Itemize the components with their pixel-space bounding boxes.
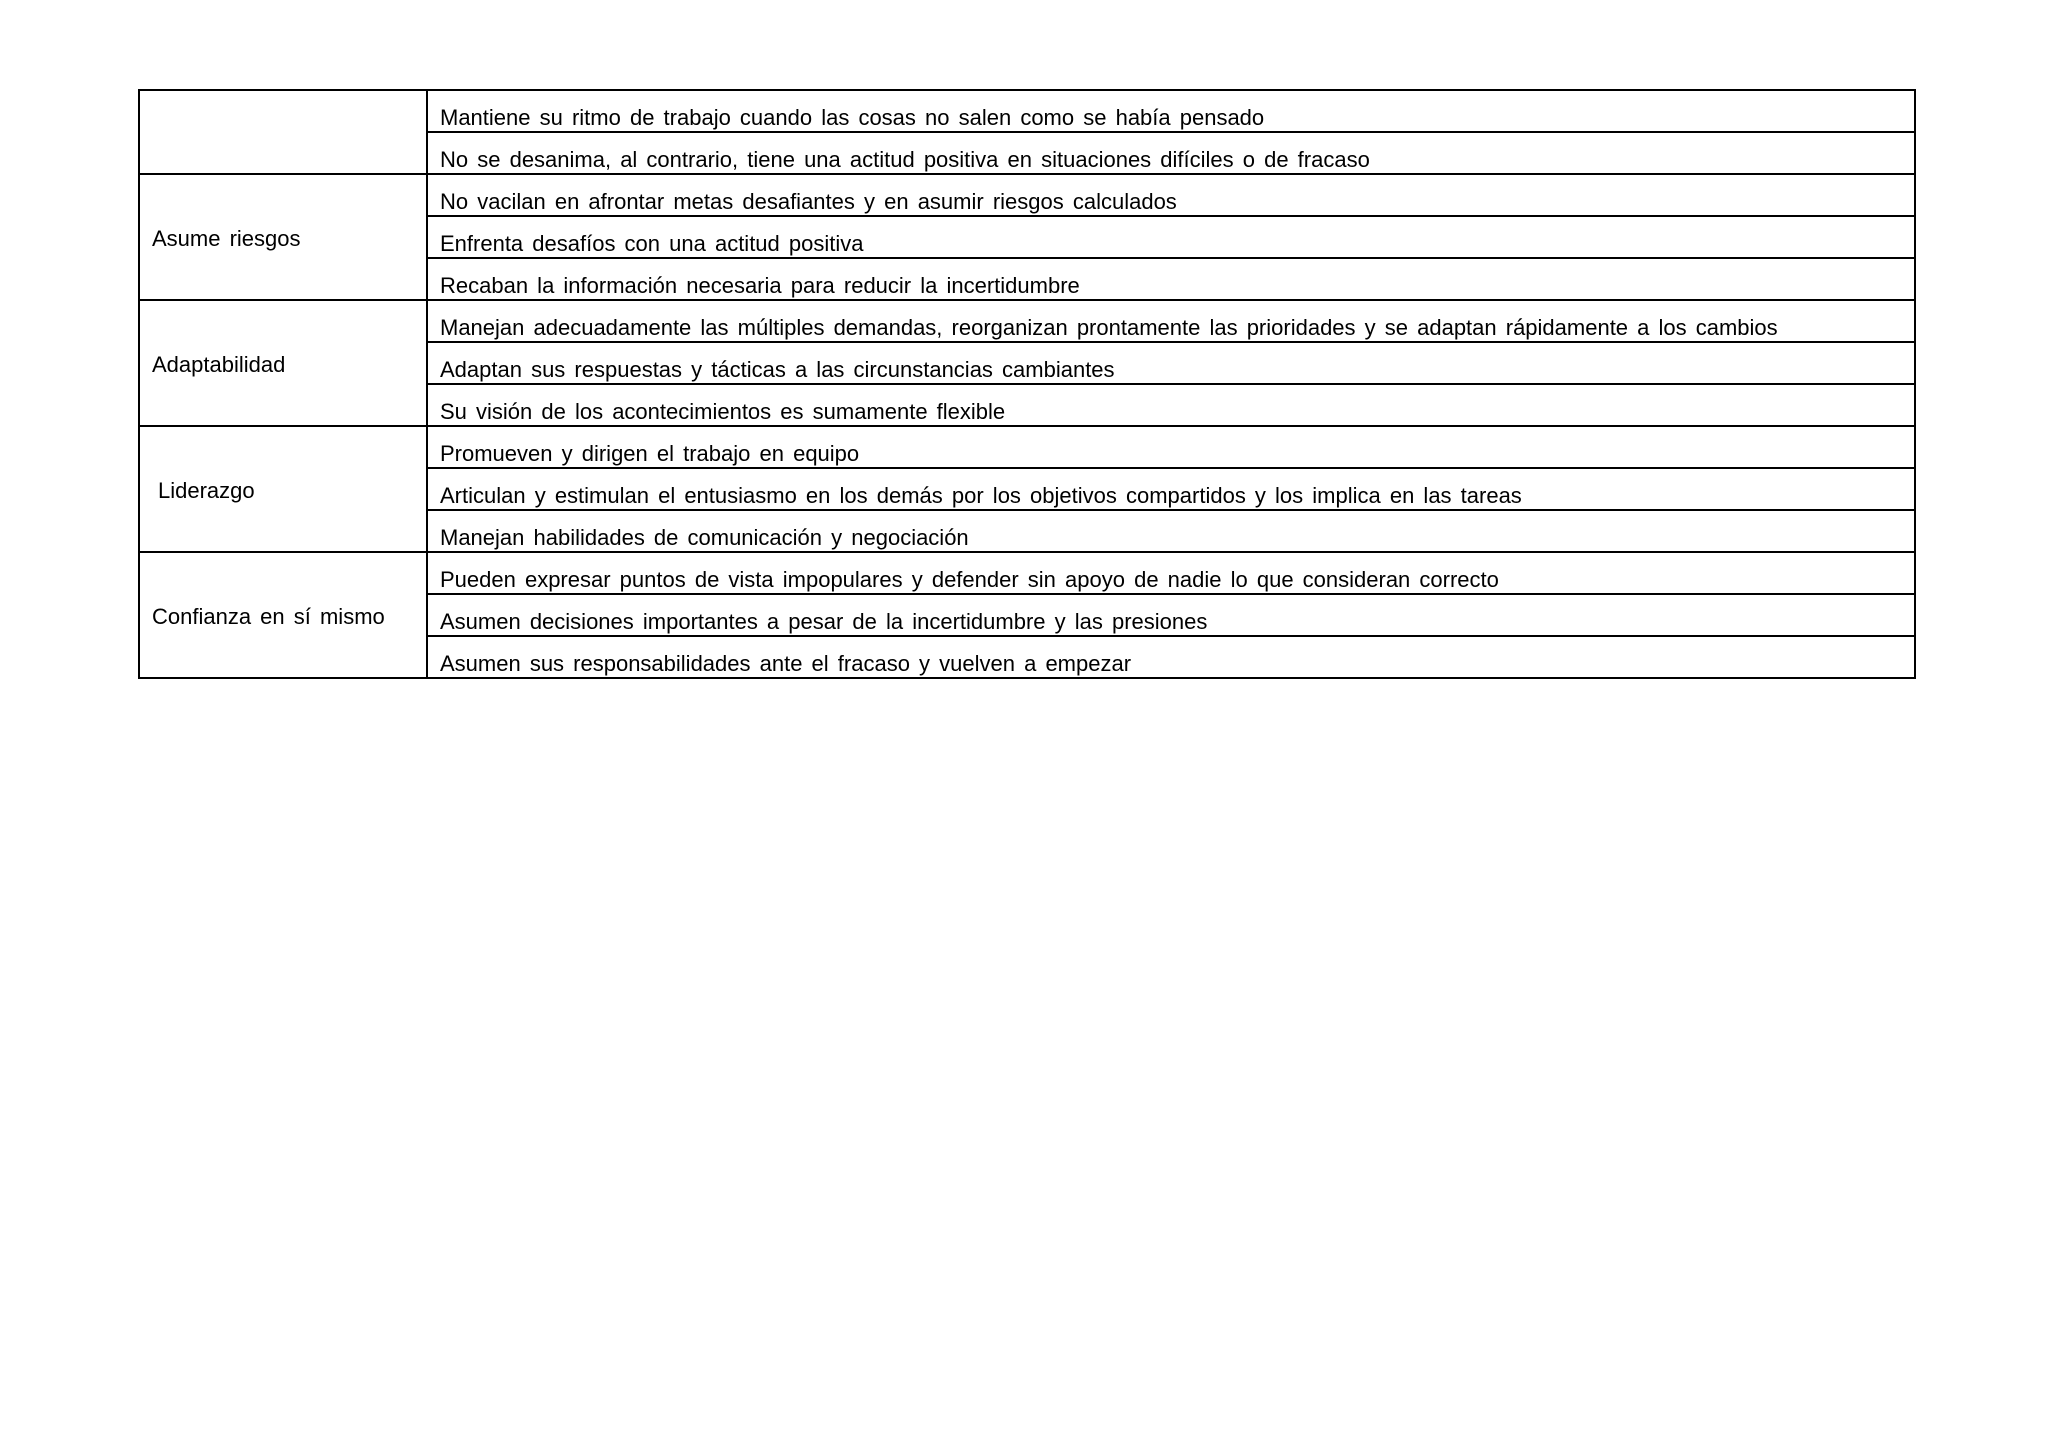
category-label: Liderazgo <box>158 478 255 503</box>
behavior-cell: Promueven y dirigen el trabajo en equipo <box>427 426 1915 468</box>
behavior-cell: Su visión de los acontecimientos es sumamente flexible <box>427 384 1915 426</box>
competencies-table <box>138 89 1916 679</box>
behavior-cell: Asumen sus responsabilidades ante el fracaso y vuelven a empezar <box>427 636 1915 678</box>
category-cell <box>139 174 427 300</box>
behavior-cell: No se desanima, al contrario, tiene una actitud positiva en situaciones difíciles o de fracaso <box>427 132 1915 174</box>
behavior-cell: Recaban la información necesaria para reducir la incertidumbre <box>427 258 1915 300</box>
behavior-cell: Enfrenta desafíos con una actitud positiva <box>427 216 1915 258</box>
behavior-cell: Mantiene su ritmo de trabajo cuando las cosas no salen como se había pensado <box>427 90 1915 132</box>
category-label: Confianza en sí mismo <box>152 604 385 629</box>
table-row <box>139 552 1915 594</box>
category-cell-continued <box>139 90 427 174</box>
category-label: Asume riesgos <box>152 226 301 251</box>
category-label: Adaptabilidad <box>152 352 286 377</box>
table-row <box>139 174 1915 216</box>
table-row <box>139 90 1915 132</box>
behavior-cell: No vacilan en afrontar metas desafiantes y en asumir riesgos calculados <box>427 174 1915 216</box>
category-cell <box>139 300 427 426</box>
behavior-cell: Pueden expresar puntos de vista impopulares y defender sin apoyo de nadie lo que consideran correcto <box>427 552 1915 594</box>
table-row <box>139 300 1915 342</box>
category-cell <box>139 552 427 678</box>
behavior-cell: Manejan habilidades de comunicación y negociación <box>427 510 1915 552</box>
behavior-cell: Manejan adecuadamente las múltiples demandas, reorganizan prontamente las prioridades y se adaptan rápidamente a los cambios <box>427 300 1915 342</box>
behavior-cell: Asumen decisiones importantes a pesar de la incertidumbre y las presiones <box>427 594 1915 636</box>
category-cell <box>139 426 427 552</box>
table-row <box>139 426 1915 468</box>
behavior-cell: Articulan y estimulan el entusiasmo en los demás por los objetivos compartidos y los implica en las tareas <box>427 468 1915 510</box>
behavior-cell: Adaptan sus respuestas y tácticas a las circunstancias cambiantes <box>427 342 1915 384</box>
